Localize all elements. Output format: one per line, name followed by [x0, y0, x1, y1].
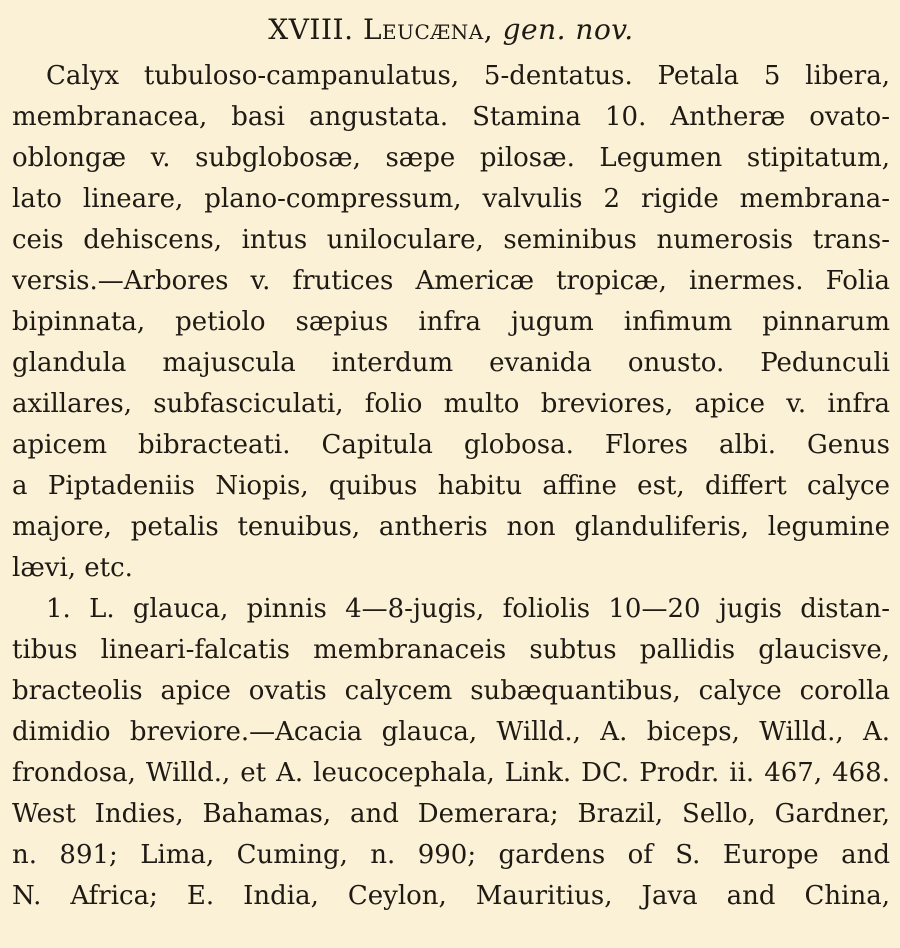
text-line: glandula majuscula interdum evanida onusto. Pedunculi — [12, 348, 890, 378]
text-line: apicem bibracteati. Capitula globosa. Flores albi. Genus — [12, 430, 890, 460]
text-line: oblongæ v. subglobosæ, sæpe pilosæ. Legumen stipitatum, — [12, 143, 890, 173]
text-line: dimidio breviore.—Acacia glauca, Willd., A. biceps, Willd., A. — [12, 717, 890, 747]
genus-description — [12, 56, 890, 589]
text-line: lævi, etc. — [12, 553, 133, 583]
heading-status: gen. nov. — [502, 13, 634, 46]
heading-number: XVIII. — [268, 13, 354, 46]
text-line: 1. L. glauca, pinnis 4—8-jugis, foliolis 10—20 jugis distan- — [46, 594, 890, 624]
text-line: a Piptadeniis Niopis, quibus habitu affine est, differt calyce — [12, 471, 890, 501]
text-line: ceis dehiscens, intus uniloculare, seminibus numerosis trans- — [12, 225, 890, 255]
text-line: versis.—Arbores v. frutices Americæ tropicæ, inermes. Folia — [12, 266, 890, 296]
text-line: n. 891; Lima, Cuming, n. 990; gardens of S. Europe and — [12, 840, 890, 870]
heading-genus-name: Leucæna — [362, 13, 484, 46]
text-line: West Indies, Bahamas, and Demerara; Brazil, Sello, Gardner, — [12, 799, 890, 829]
text-line: bipinnata, petiolo sæpius infra jugum infimum pinnarum — [12, 307, 890, 337]
text-line: N. Africa; E. India, Ceylon, Mauritius, Java and China, — [12, 881, 890, 911]
species-description — [12, 589, 890, 917]
text-line: Calyx tubuloso-campanulatus, 5-dentatus. Petala 5 libera, — [46, 61, 890, 91]
text-line: membranacea, basi angustata. Stamina 10. Antheræ ovato- — [12, 102, 890, 132]
text-line: majore, petalis tenuibus, antheris non glanduliferis, legumine — [12, 512, 890, 542]
genus-heading — [12, 8, 890, 52]
text-line: lato lineare, plano-compressum, valvulis 2 rigide membrana- — [12, 184, 890, 214]
heading-comma: , — [483, 13, 503, 46]
text-line: bracteolis apice ovatis calycem subæquantibus, calyce corolla — [12, 676, 890, 706]
text-line: axillares, subfasciculati, folio multo breviores, apice v. infra — [12, 389, 890, 419]
text-line: tibus lineari-falcatis membranaceis subtus pallidis glaucisve, — [12, 635, 890, 665]
text-line: frondosa, Willd., et A. leucocephala, Link. DC. Prodr. ii. 467, 468. — [12, 758, 890, 788]
